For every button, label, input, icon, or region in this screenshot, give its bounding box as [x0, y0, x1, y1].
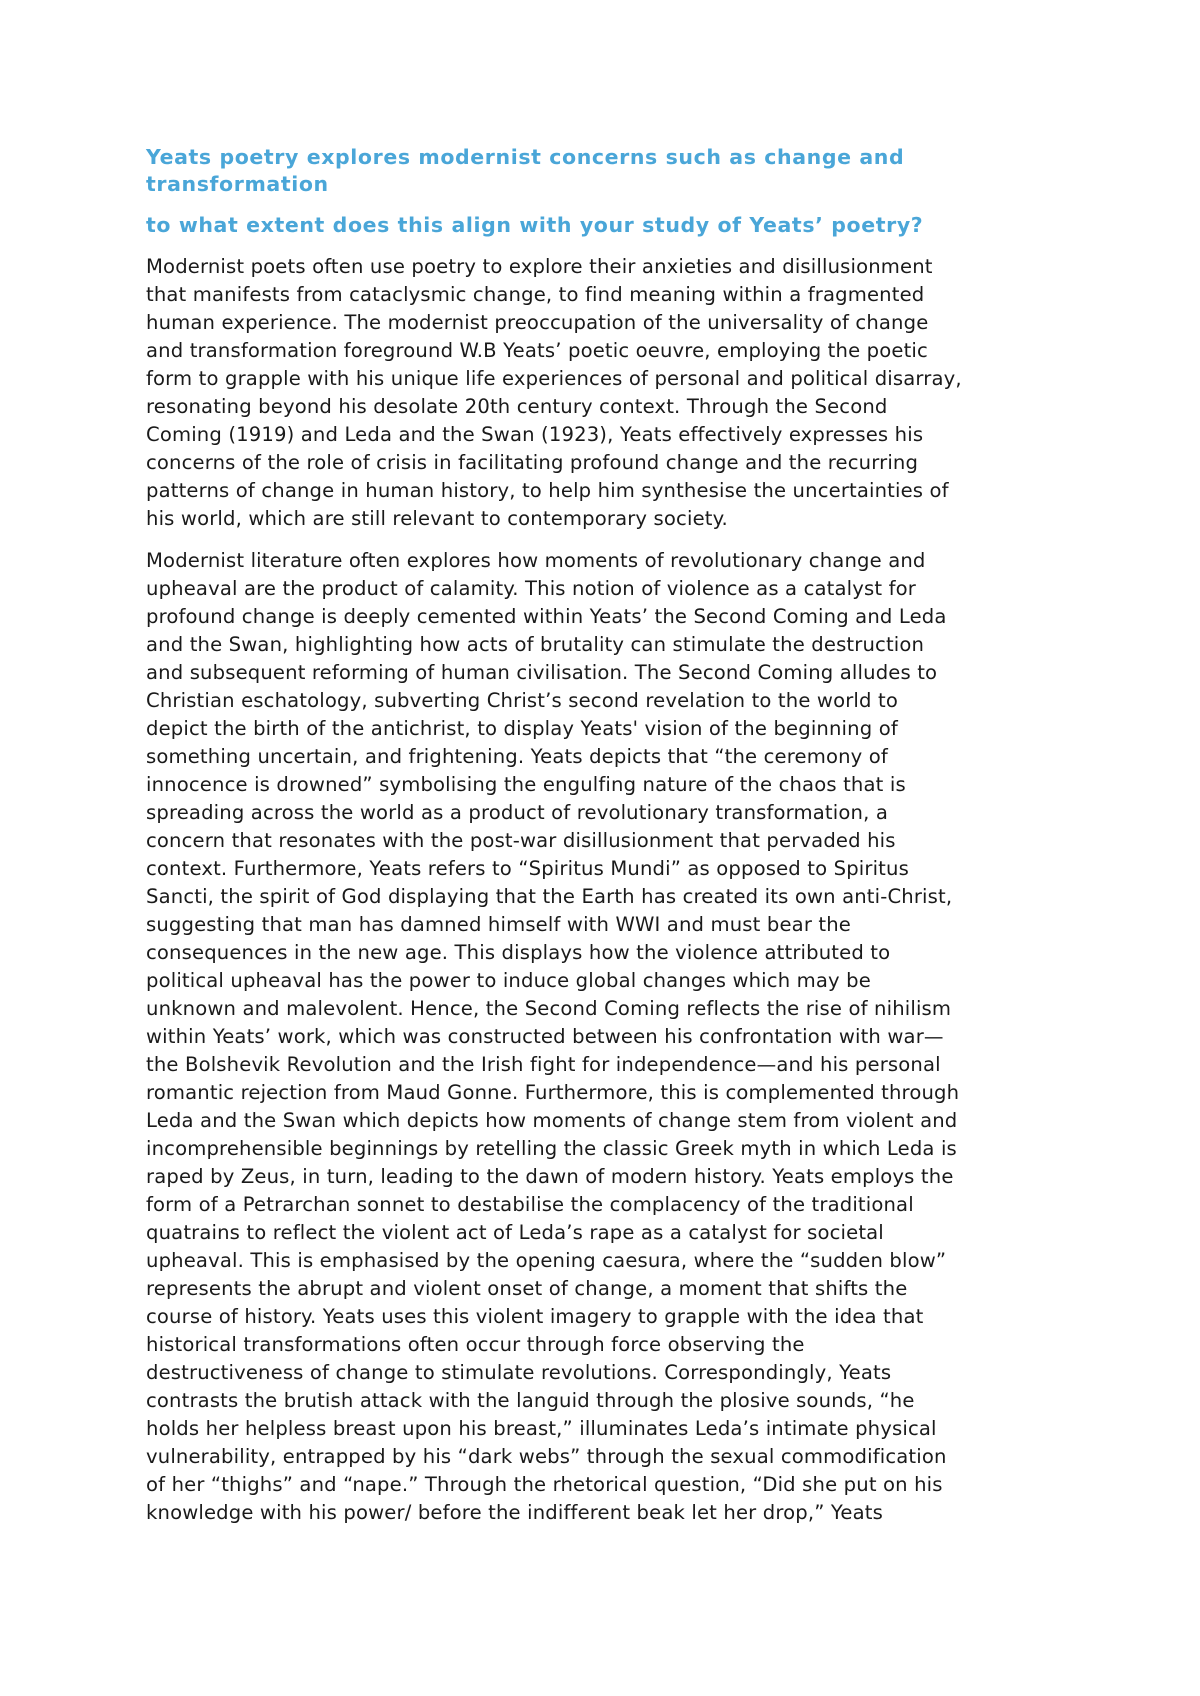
text-line: spreading across the world as a product of revolutionary transformation, a	[146, 801, 888, 824]
text-line: Leda and the Swan which depicts how moments of change stem from violent and	[146, 1109, 958, 1132]
text-line: contrasts the brutish attack with the languid through the plosive sounds, “he	[146, 1389, 915, 1412]
text-line: represents the abrupt and violent onset of change, a moment that shifts the	[146, 1277, 908, 1300]
text-line: vulnerability, entrapped by his “dark webs” through the sexual commodification	[146, 1445, 947, 1468]
text-line: consequences in the new age. This displays how the violence attributed to	[146, 941, 891, 964]
text-line: holds her helpless breast upon his breast,” illuminates Leda’s intimate physical	[146, 1417, 937, 1440]
text-line: knowledge with his power/ before the indifferent beak let her drop,” Yeats	[146, 1501, 883, 1524]
text-line: the Bolshevik Revolution and the Irish fight for independence—and his personal	[146, 1053, 941, 1076]
text-line: form of a Petrarchan sonnet to destabilise the complacency of the traditional	[146, 1193, 914, 1216]
text-line: innocence is drowned” symbolising the engulfing nature of the chaos that is	[146, 773, 906, 796]
text-line: Christian eschatology, subverting Christ’s second revelation to the world to	[146, 689, 898, 712]
text-line: concern that resonates with the post-war disillusionment that pervaded his	[146, 829, 896, 852]
text-line: Sancti, the spirit of God displaying that the Earth has created its own anti-Christ,	[146, 885, 953, 908]
essay-title-line: Yeats poetry explores modernist concerns such as change and	[146, 145, 905, 169]
text-line: within Yeats’ work, which was constructed between his confrontation with war—	[146, 1025, 944, 1048]
text-line: raped by Zeus, in turn, leading to the dawn of modern history. Yeats employs the	[146, 1165, 954, 1188]
text-line: resonating beyond his desolate 20th century context. Through the Second	[146, 395, 888, 418]
text-line: patterns of change in human history, to help him synthesise the uncertainties of	[146, 479, 949, 502]
text-line: form to grapple with his unique life experiences of personal and political disarray,	[146, 367, 962, 390]
essay-question: to what extent does this align with your study of Yeats’ poetry?	[146, 213, 924, 237]
text-line: and subsequent reforming of human civilisation. The Second Coming alludes to	[146, 661, 938, 684]
text-line: romantic rejection from Maud Gonne. Furthermore, this is complemented through	[146, 1081, 960, 1104]
text-line: destructiveness of change to stimulate revolutions. Correspondingly, Yeats	[146, 1361, 892, 1384]
text-line: upheaval. This is emphasised by the opening caesura, where the “sudden blow”	[146, 1249, 947, 1272]
text-line: course of history. Yeats uses this violent imagery to grapple with the idea that	[146, 1305, 924, 1328]
text-line: incomprehensible beginnings by retelling the classic Greek myth in which Leda is	[146, 1137, 957, 1160]
text-line: Modernist poets often use poetry to explore their anxieties and disillusionment	[146, 255, 933, 278]
text-line: Modernist literature often explores how moments of revolutionary change and	[146, 549, 926, 572]
text-line: context. Furthermore, Yeats refers to “Spiritus Mundi” as opposed to Spiritus	[146, 857, 909, 880]
text-line: of her “thighs” and “nape.” Through the rhetorical question, “Did she put on his	[146, 1473, 943, 1496]
text-line: suggesting that man has damned himself with WWI and must bear the	[146, 913, 852, 936]
essay-title-line: transformation	[146, 172, 329, 196]
text-line: something uncertain, and frightening. Yeats depicts that “the ceremony of	[146, 745, 888, 768]
text-line: and transformation foreground W.B Yeats’ poetic oeuvre, employing the poetic	[146, 339, 928, 362]
text-line: depict the birth of the antichrist, to display Yeats' vision of the beginning of	[146, 717, 898, 740]
text-line: political upheaval has the power to induce global changes which may be	[146, 969, 871, 992]
text-line: concerns of the role of crisis in facilitating profound change and the recurring	[146, 451, 919, 474]
text-line: upheaval are the product of calamity. This notion of violence as a catalyst for	[146, 577, 916, 600]
text-line: his world, which are still relevant to contemporary society.	[146, 507, 728, 530]
essay-title	[146, 144, 1066, 198]
text-line: that manifests from cataclysmic change, to find meaning within a fragmented	[146, 283, 925, 306]
document-body	[146, 144, 1066, 1541]
text-line: Coming (1919) and Leda and the Swan (1923), Yeats effectively expresses his	[146, 423, 924, 446]
text-line: quatrains to reflect the violent act of Leda’s rape as a catalyst for societal	[146, 1221, 884, 1244]
paragraph-introduction	[146, 253, 1066, 533]
text-line: profound change is deeply cemented within Yeats’ the Second Coming and Leda	[146, 605, 947, 628]
text-line: and the Swan, highlighting how acts of brutality can stimulate the destruction	[146, 633, 925, 656]
text-line: human experience. The modernist preoccupation of the universality of change	[146, 311, 929, 334]
paragraph-body	[146, 547, 1066, 1527]
text-line: historical transformations often occur through force observing the	[146, 1333, 805, 1356]
text-line: unknown and malevolent. Hence, the Second Coming reflects the rise of nihilism	[146, 997, 952, 1020]
